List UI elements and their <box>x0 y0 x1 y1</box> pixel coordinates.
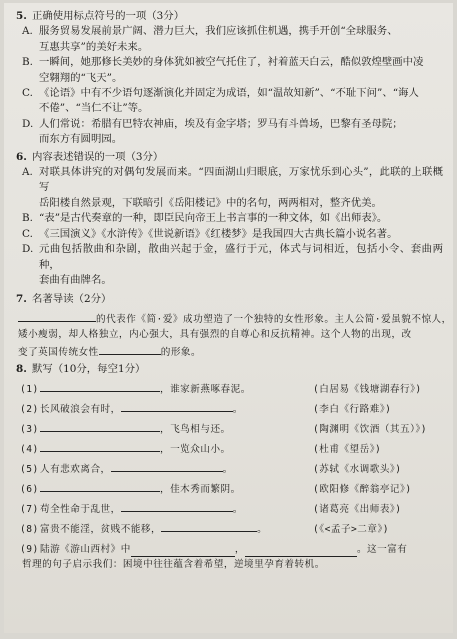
row-number: (5) <box>20 463 39 475</box>
fill-row <box>20 457 443 477</box>
fill-row-content <box>20 480 313 497</box>
row-number: (6) <box>20 483 39 495</box>
fill-row-content <box>20 500 313 517</box>
option-text <box>39 117 443 148</box>
row-text: ，一览众山小。 <box>160 443 231 455</box>
option-text <box>39 165 443 211</box>
option-label: A. <box>22 166 33 179</box>
option-label: B. <box>22 212 33 225</box>
option-label: D. <box>22 117 34 130</box>
option-line: 不倦”、“当仁不让”等。 <box>39 102 149 115</box>
option-text <box>39 24 443 55</box>
source-citation: (李白《行路难》) <box>313 403 392 415</box>
answer-blank[interactable] <box>161 520 257 532</box>
fill-row <box>20 377 443 397</box>
question-5 <box>16 9 443 148</box>
question-7-header <box>16 292 443 307</box>
fill-row <box>20 477 443 497</box>
option-text: “表”是古代奏章的一种，即臣民向帝王上书言事的一种文体，如《出师表》。 <box>39 212 388 225</box>
row-text: ，佳木秀而繁阴。 <box>160 483 241 495</box>
question-6-header <box>16 150 443 165</box>
question-stem: 默写（10分，每空1分） <box>32 362 146 375</box>
row-text: 。这一富有 <box>356 543 408 555</box>
fill-row <box>20 517 443 537</box>
option-label: C. <box>22 227 33 240</box>
answer-blank[interactable] <box>40 440 160 452</box>
answer-blank[interactable] <box>40 480 160 492</box>
option-line: 岳阳楼自然景观，下联暗引《岳阳楼记》中的名句，两两相对，整齐优美。 <box>39 196 382 209</box>
row-text: 苟全性命于乱世， <box>40 503 121 515</box>
question-number: 8. <box>16 362 27 375</box>
row-text: ，谁家新燕啄春泥。 <box>160 383 251 395</box>
q7-text: 变了英国传统女性 <box>18 346 99 358</box>
fill-row-content <box>20 440 313 457</box>
answer-blank-author[interactable] <box>18 310 96 322</box>
row-text: 。 <box>257 523 268 535</box>
row-text: ，飞鸟相与还。 <box>160 423 231 435</box>
row-number: (8) <box>20 523 39 535</box>
q7-body <box>18 310 452 360</box>
fill-row-content <box>20 400 313 417</box>
option-label: B. <box>22 56 33 69</box>
q7-text: 的形象。 <box>160 346 202 358</box>
row-text: 人有悲欢离合， <box>40 463 111 475</box>
fill-row <box>20 437 443 457</box>
exam-page <box>4 3 453 633</box>
fill-in-list <box>16 377 443 537</box>
q7-line-1 <box>18 310 452 327</box>
row-number: (2) <box>20 403 39 415</box>
row-number: (3) <box>20 423 39 435</box>
row-text: 。 <box>222 463 233 475</box>
option-line: 一瞬间，她那修长美妙的身体犹如被空气托住了，衬着蓝天白云，酷似敦煌壁画中凌 <box>39 56 424 69</box>
fill-row-content <box>20 380 313 397</box>
q7-text: 的代表作《简·爱》成功塑造了一个独特的女性形象。主人公简·爱虽貌不惊人， <box>96 313 452 325</box>
fill-row <box>20 417 443 437</box>
answer-blank[interactable] <box>131 545 235 557</box>
source-citation: (诸葛亮《出师表》) <box>313 503 402 515</box>
fill-row-content <box>20 460 313 477</box>
option-line: 互惠共享”的美好未来。 <box>39 40 149 53</box>
option-label: A. <box>22 25 33 38</box>
question-stem: 名著导读（2分） <box>32 293 112 306</box>
answer-blank[interactable] <box>245 545 357 557</box>
option-d[interactable] <box>22 117 443 148</box>
question-number: 7. <box>16 293 27 306</box>
question-number: 6. <box>16 150 27 163</box>
option-line: 套曲有曲牌名。 <box>39 273 112 286</box>
option-line: 《论语》中有不少语句逐渐演化并固定为成语，如“温故知新”、“不耻下问”、“诲人 <box>39 87 419 100</box>
option-c[interactable] <box>22 227 443 242</box>
answer-blank[interactable] <box>121 400 233 412</box>
row-text: 陆游《游山西村》中 <box>40 543 131 555</box>
option-label: C. <box>22 87 33 100</box>
option-text <box>39 86 443 117</box>
question-8 <box>16 362 443 573</box>
option-d[interactable] <box>22 242 443 288</box>
source-citation: (陶渊明《饮酒（其五）》) <box>313 423 427 435</box>
row-number: (1) <box>20 383 39 395</box>
question-number: 5. <box>16 10 27 22</box>
question-7 <box>16 292 452 360</box>
option-text: 《三国演义》《水浒传》《世说新语》《红楼梦》是我国四大古典长篇小说名著。 <box>39 227 398 240</box>
row-number: (7) <box>20 503 39 515</box>
option-line: 元曲包括散曲和杂剧，散曲兴起于金，盛行于元，体式与词相近，包括小令、套曲两种， <box>39 243 443 271</box>
row-text: 富贵不能淫，贫贱不能移， <box>40 523 162 535</box>
option-line: 服务贸易发展前景广阔、潜力巨大，我们应该抓住机遇，携手开创“全球服务、 <box>39 25 398 38</box>
option-line: 对联具体讲究的对偶句发展而来。“四面湖山归眼底，万家忧乐到心头”，此联的上联概写 <box>39 166 443 194</box>
row-text: 。 <box>232 403 243 415</box>
question-stem: 内容表述错误的一项（3分） <box>32 150 164 163</box>
row-text: 。 <box>232 503 243 515</box>
row-number: (9) <box>20 543 39 555</box>
answer-blank[interactable] <box>111 460 223 472</box>
fill-row-9-line-2: 哲理的句子启示我们：困境中往往蕴含着希望，逆境里孕育着转机。 <box>22 559 325 571</box>
source-citation: (苏轼《水调歌头》) <box>313 463 402 475</box>
question-5-header <box>16 9 443 24</box>
option-b[interactable] <box>22 55 443 86</box>
source-citation: (《<孟子>二章》) <box>313 523 390 535</box>
fill-row-content <box>20 420 313 437</box>
q7-line-2: 矮小瘦弱，却人格独立，内心强大，具有强烈的自尊心和反抗精神。这个人物的出现，改 <box>18 329 412 341</box>
option-line: 人们常说：希腊有巴特农神庙，埃及有金字塔；罗马有斗兽场，巴黎有圣母院； <box>39 117 403 130</box>
fill-row <box>20 397 443 417</box>
source-citation: (杜甫《望岳》) <box>313 443 382 455</box>
q7-line-3 <box>18 343 443 360</box>
answer-blank[interactable] <box>40 380 160 392</box>
row-text: ， <box>234 543 245 555</box>
source-citation: (欧阳修《醉翁亭记》) <box>313 483 412 495</box>
fill-row-9 <box>20 537 443 557</box>
option-b[interactable] <box>22 211 443 226</box>
fill-row-content <box>20 520 313 537</box>
question-8-header <box>16 362 443 377</box>
option-text <box>39 55 443 86</box>
option-text <box>39 242 443 288</box>
answer-blank-image[interactable] <box>99 343 161 355</box>
fill-row <box>20 497 443 517</box>
option-a[interactable] <box>22 24 443 55</box>
option-line: 而东方有圆明园。 <box>39 133 123 146</box>
row-text: 长风破浪会有时， <box>40 403 121 415</box>
answer-blank[interactable] <box>121 500 233 512</box>
source-citation: (白居易《钱塘湖春行》) <box>313 383 422 395</box>
answer-blank[interactable] <box>40 420 160 432</box>
question-6 <box>16 150 443 289</box>
question-stem: 正确使用标点符号的一项（3分） <box>32 10 185 22</box>
option-label: D. <box>22 243 34 256</box>
option-line: 空翱翔的“飞天”。 <box>39 71 123 84</box>
row-number: (4) <box>20 443 39 455</box>
option-c[interactable] <box>22 86 443 117</box>
option-a[interactable] <box>22 165 443 211</box>
